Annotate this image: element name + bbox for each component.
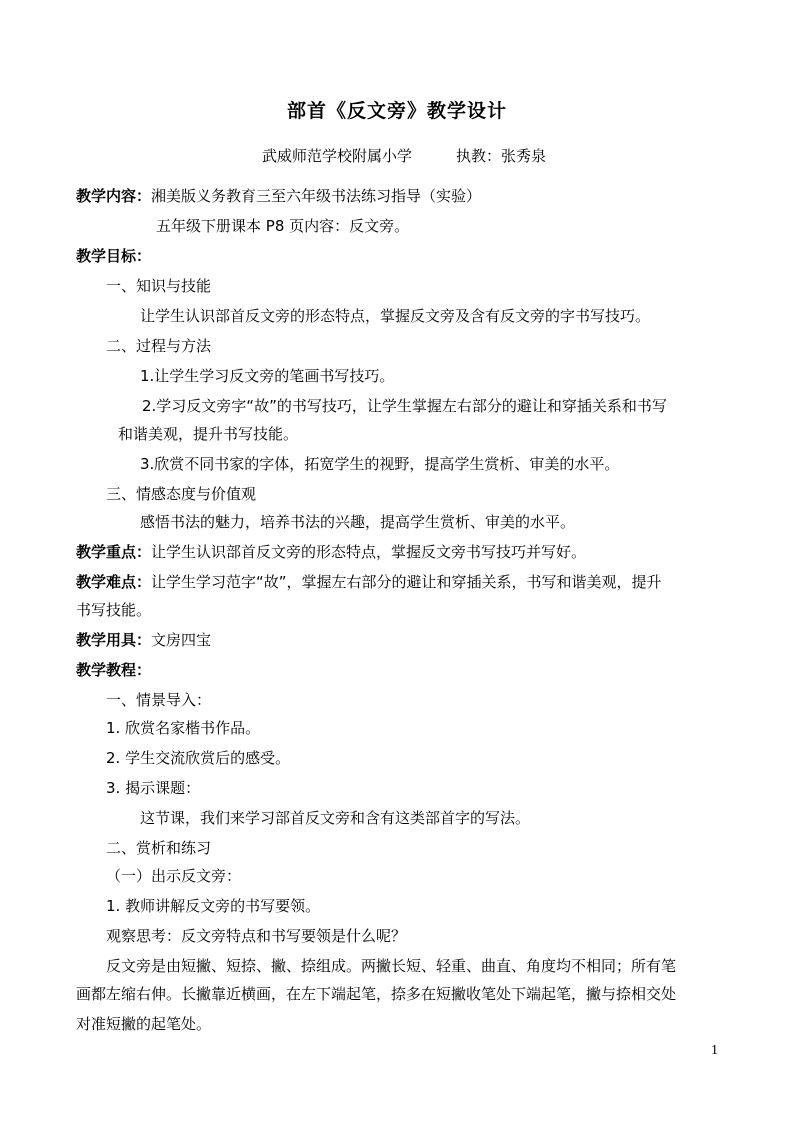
p1-item3-text: 这节课，我们来学习部首反文旁和含有这类部首字的写法。 — [140, 809, 531, 827]
p1-heading: 一、情景导入： — [106, 691, 212, 709]
content-line — [76, 186, 481, 206]
goal1-text: 让学生认识部首反文旁的形态特点，掌握反文旁及含有反文旁的字书写技巧。 — [140, 307, 651, 325]
document-title: 部首《反文旁》教学设计 — [286, 100, 507, 122]
content-text-2: 五年级下册课本 P8 页内容：反文旁。 — [156, 217, 410, 235]
goal1-heading: 一、知识与技能 — [106, 277, 212, 295]
key-text: 让学生认识部首反文旁的形态特点，掌握反文旁书写技巧并写好。 — [151, 543, 587, 561]
content-text: 湘美版义务教育三至六年级书法练习指导（实验） — [151, 187, 482, 205]
p2-question: 观察思考：反文旁特点和书写要领是什么呢？ — [106, 927, 407, 945]
key-line — [76, 542, 586, 562]
difficulty-text: 让学生学习范字“故”，掌握左右部分的避让和穿插关系，书写和谐美观，提升 — [151, 573, 662, 591]
school-name: 武威师范学校附属小学 — [262, 147, 413, 165]
p2-answer-3: 对准短撇的起笔处。 — [76, 1015, 212, 1033]
page-number: 1 — [711, 1043, 718, 1058]
p2-answer-1: 反文旁是由短撇、短捺、撇、捺组成。两撇长短、轻重、曲直、角度均不相同；所有笔 — [106, 957, 677, 975]
p2-answer-2: 画都左缩右伸。长撇靠近横画，在左下端起笔，捺多在短撇收笔处下端起笔，撇与捺相交处 — [76, 985, 677, 1003]
p1-item2: 2. 学生交流欣赏后的感受。 — [106, 749, 291, 767]
goal2-heading: 二、过程与方法 — [106, 337, 212, 355]
tools-line — [76, 630, 211, 650]
goals-label: 教学目标： — [76, 247, 152, 265]
goal3-heading: 三、情感态度与价值观 — [106, 485, 257, 503]
p2-sub1: （一）出示反文旁： — [106, 867, 242, 885]
p2-heading: 二、赏析和练习 — [106, 839, 212, 857]
goal3-text: 感悟书法的魅力，培养书法的兴趣，提高学生赏析、审美的水平。 — [140, 513, 576, 531]
process-label: 教学教程： — [76, 661, 152, 679]
goal2-item2b: 和谐美观，提升书写技能。 — [118, 425, 299, 443]
goal2-item1: 1.让学生学习反文旁的笔画书写技巧。 — [140, 367, 395, 385]
difficulty-line — [76, 572, 662, 592]
goal2-item2a: 2.学习反文旁字“故”的书写技巧，让学生掌握左右部分的避让和穿插关系和书写 — [142, 397, 667, 415]
tools-text: 文房四宝 — [151, 631, 212, 649]
teacher-name: 执教：张秀泉 — [456, 147, 547, 165]
tools-label: 教学用具： — [76, 631, 152, 649]
p1-item3: 3. 揭示课题： — [106, 779, 201, 797]
difficulty-label: 教学难点： — [76, 573, 152, 591]
p1-item1: 1. 欣赏名家楷书作品。 — [106, 719, 261, 737]
key-label: 教学重点： — [76, 543, 152, 561]
goal2-item3: 3.欣赏不同书家的字体，拓宽学生的视野，提高学生赏析、审美的水平。 — [140, 455, 620, 473]
content-label: 教学内容： — [76, 187, 152, 205]
difficulty-text-2: 书写技能。 — [76, 601, 152, 619]
p2-item1: 1. 教师讲解反文旁的书写要领。 — [106, 897, 321, 915]
